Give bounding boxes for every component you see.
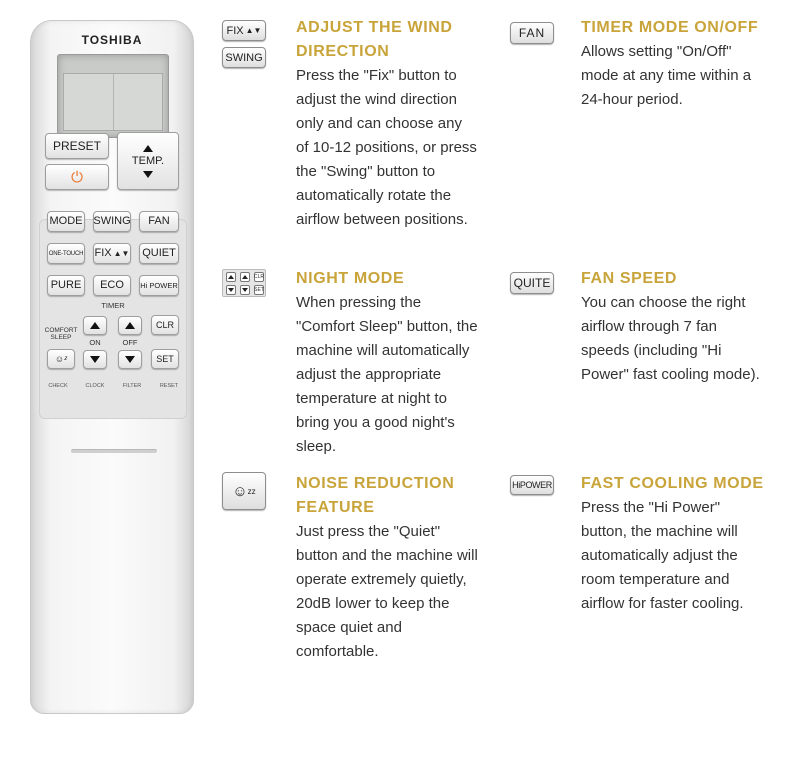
cover-slot — [71, 449, 157, 453]
mode-button[interactable]: MODE — [47, 211, 85, 232]
pure-button[interactable]: PURE — [47, 275, 85, 296]
up-down-icon: ▲▼ — [113, 248, 130, 258]
fan-icon: FAN — [510, 22, 554, 44]
power-icon: ⏻ — [71, 168, 83, 186]
comfort-sleep-button[interactable] — [47, 349, 75, 369]
reset-label: RESET — [159, 383, 179, 389]
down-arrow-icon — [90, 356, 100, 363]
fix-icon-label: FIX — [226, 24, 244, 37]
clr-button[interactable]: CLR — [151, 315, 179, 335]
timer-buttons-icon — [222, 269, 266, 297]
wind-direction-title: ADJUST THE WIND DIRECTION — [296, 19, 453, 60]
sleep-face-icon: ☺ᶻ — [54, 353, 68, 364]
one-touch-button[interactable]: ONE-TOUCH — [47, 243, 85, 264]
timer-mode-title: TIMER MODE ON/OFF — [581, 19, 759, 36]
off-up-button[interactable] — [118, 316, 142, 335]
fan-button[interactable]: FAN — [139, 211, 179, 232]
quiet-button[interactable]: QUIET — [139, 243, 179, 264]
fast-cooling-desc: Press the "Hi Power" button, the machine will automatically adjust the room temperature and airflow for faster cooling. — [581, 499, 744, 612]
up-arrow-icon — [90, 322, 100, 329]
on-down-button[interactable] — [83, 350, 107, 369]
night-mode-title: NIGHT MODE — [296, 270, 405, 287]
set-button[interactable]: SET — [151, 349, 179, 369]
down-arrow-icon — [125, 356, 135, 363]
clock-label: CLOCK — [85, 383, 105, 389]
fix-label: FIX — [94, 247, 112, 259]
noise-reduction-title: NOISE REDUCTION FEATURE — [296, 475, 455, 516]
filter-label: FILTER — [122, 383, 142, 389]
remote-control — [30, 20, 194, 714]
noise-reduction-desc: Just press the "Quiet" button and the machine will operate extremely quietly, 20dB lower to keep the space quiet and comfortable. — [296, 523, 478, 660]
check-label: CHECK — [48, 383, 68, 389]
off-label: OFF — [122, 338, 138, 347]
comfort-sleep-label: COMFORT SLEEP — [44, 327, 78, 341]
temp-label: TEMP. — [131, 154, 165, 167]
swing-button[interactable]: SWING — [93, 211, 131, 232]
preset-button[interactable]: PRESET — [45, 133, 109, 159]
swing-icon: SWING — [222, 47, 266, 68]
fix-icon — [222, 20, 266, 41]
grid-clr-label: CLR — [254, 274, 265, 280]
sleep-face-icon: ☺ zz — [222, 472, 266, 510]
fix-button[interactable] — [93, 243, 131, 264]
hi-power-button[interactable]: Hi POWER — [139, 275, 179, 296]
brand-logo: TOSHIBA — [81, 33, 143, 47]
quite-icon: QUITE — [510, 272, 554, 294]
temp-down-icon — [143, 171, 153, 178]
up-down-icon: ▲▼ — [245, 26, 262, 35]
hipower-icon: HiPOWER — [510, 475, 554, 495]
power-button[interactable] — [45, 164, 109, 190]
timer-label: TIMER — [101, 301, 125, 310]
timer-mode-desc: Allows setting "On/Off" mode at any time within a 24-hour period. — [581, 43, 752, 108]
fan-speed-title: FAN SPEED — [581, 270, 678, 287]
temp-button[interactable] — [117, 132, 179, 190]
off-down-button[interactable] — [118, 350, 142, 369]
wind-direction-desc: Press the "Fix" button to adjust the wind direction only and can choose any of 10-12 positions, or press the "Swing" button to automatically rotate the airflow between positions. — [296, 67, 477, 228]
fan-speed-desc: You can choose the right airflow through 7 fan speeds (including "Hi Power" fast cooling mode). — [581, 294, 760, 383]
lcd-display — [57, 54, 169, 138]
grid-set-label: SET — [254, 287, 264, 293]
up-arrow-icon — [125, 322, 135, 329]
on-up-button[interactable] — [83, 316, 107, 335]
eco-button[interactable]: ECO — [93, 275, 131, 296]
temp-up-icon — [143, 145, 153, 152]
on-label: ON — [89, 338, 101, 347]
night-mode-desc: When pressing the "Comfort Sleep" button, the machine will automatically adjust the appropriate temperature at night to bring you a good night's sleep. — [296, 294, 478, 455]
fast-cooling-title: FAST COOLING MODE — [581, 475, 764, 492]
